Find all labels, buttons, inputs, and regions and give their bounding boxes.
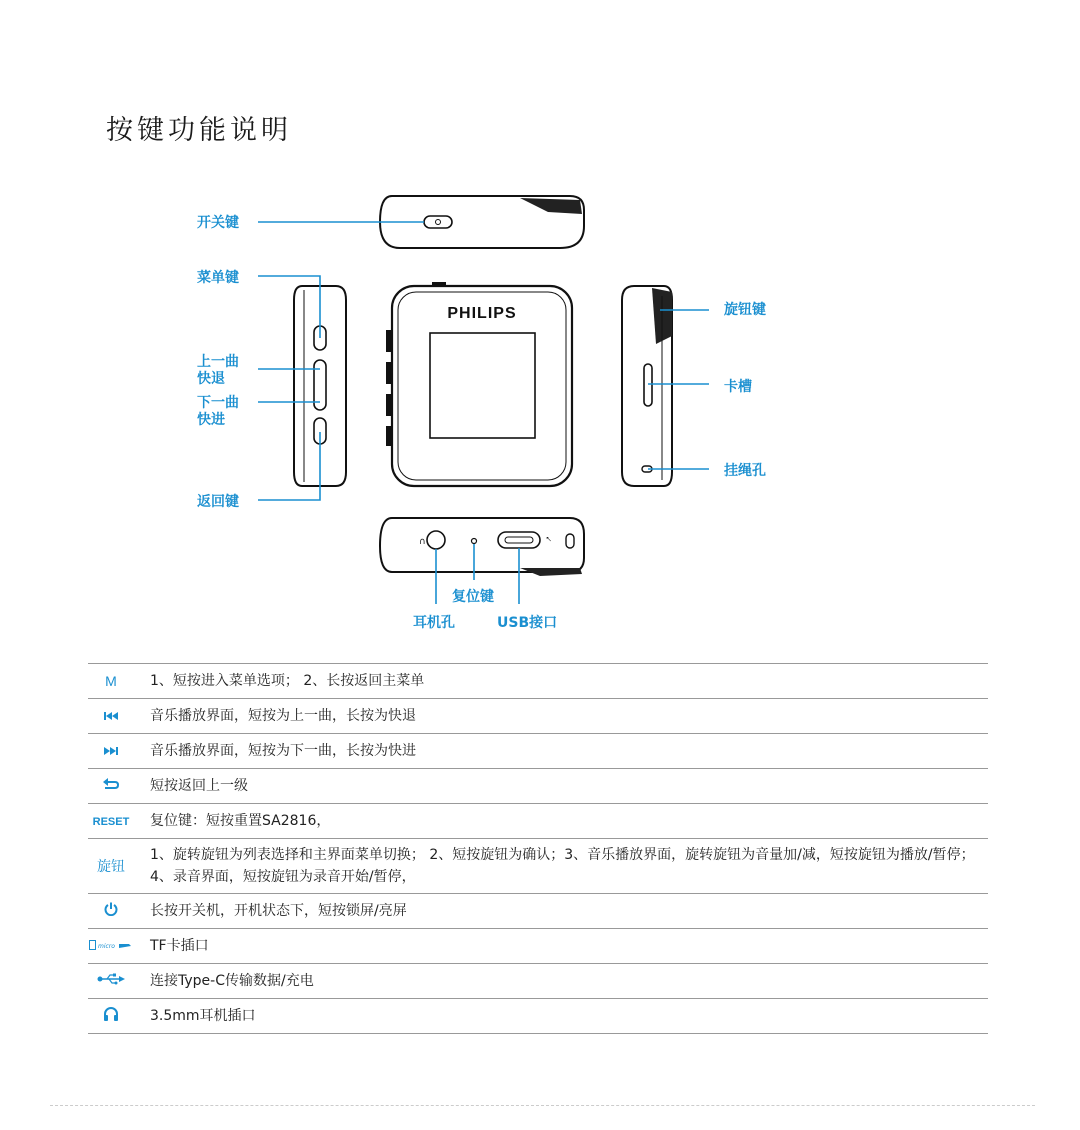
device-right-view <box>622 286 672 486</box>
reset-key-label: RESET <box>92 816 130 828</box>
table-row <box>88 734 988 769</box>
desc-cell: 音乐播放界面，短按为下一曲，长按为快进 <box>144 734 988 769</box>
next-track-icon <box>104 747 118 755</box>
table-row <box>88 999 988 1034</box>
label-back: 返回键 <box>197 494 239 510</box>
headphone-icon <box>103 1007 119 1021</box>
power-icon <box>104 902 118 916</box>
bottom-divider <box>50 1105 1035 1106</box>
svg-text:micro: micro <box>98 943 115 950</box>
table-row <box>88 964 988 999</box>
brand-logo: PHILIPS <box>447 305 517 322</box>
desc-cell: 复位键：短按重置SA2816， <box>144 804 988 839</box>
key-cell <box>88 999 144 1034</box>
key-cell <box>88 734 144 769</box>
key-function-table <box>88 663 988 1034</box>
label-prev-2: 快退 <box>197 371 225 387</box>
desc-cell: 长按开关机，开机状态下，短按锁屏/亮屏 <box>144 894 988 929</box>
label-knob: 旋钮键 <box>724 302 766 318</box>
table-row <box>88 894 988 929</box>
desc-line-2: 4、录音界面，短按旋钮为录音开始/暂停， <box>150 869 416 885</box>
table-row <box>88 839 988 894</box>
label-next-2: 快进 <box>197 412 225 428</box>
table-row <box>88 929 988 964</box>
svg-text:⭦: ⭦ <box>546 535 552 544</box>
power-button-shape <box>424 216 452 228</box>
label-next-1: 下一曲 <box>197 395 239 411</box>
table-row <box>88 699 988 734</box>
previous-track-icon <box>104 712 118 720</box>
desc-cell: 短按返回上一级 <box>144 769 988 804</box>
menu-key-label: M <box>105 672 117 689</box>
device-bottom-view <box>380 518 584 576</box>
label-card-slot: 卡槽 <box>724 379 752 395</box>
key-cell <box>88 664 144 699</box>
usb-icon <box>97 973 125 985</box>
label-reset: 复位键 <box>452 589 494 605</box>
label-usb: USB接口 <box>497 615 558 631</box>
back-arrow-icon <box>103 778 119 790</box>
label-earphone: 耳机孔 <box>413 615 455 631</box>
table-row <box>88 804 988 839</box>
label-menu: 菜单键 <box>197 270 239 286</box>
table-row <box>88 664 988 699</box>
page-title: 按键功能说明 <box>106 115 292 146</box>
desc-cell: 音乐播放界面，短按为上一曲，长按为快退 <box>144 699 988 734</box>
key-cell <box>88 699 144 734</box>
key-cell <box>88 839 144 894</box>
key-cell <box>88 894 144 929</box>
key-cell <box>88 769 144 804</box>
key-cell <box>88 929 144 964</box>
key-cell <box>88 964 144 999</box>
desc-cell: TF卡插口 <box>144 929 988 964</box>
key-cell <box>88 804 144 839</box>
desc-cell: 3.5mm耳机插口 <box>144 999 988 1034</box>
label-power: 开关键 <box>197 215 239 231</box>
label-prev-1: 上一曲 <box>197 354 239 370</box>
desc-line-1: 1、旋转旋钮为列表选择和主界面菜单切换； 2、短按旋钮为确认；3、音乐播放界面，旋转旋钮为音量加/减，短按旋钮为播放/暂停； <box>150 847 975 863</box>
desc-cell <box>144 839 988 894</box>
microsd-icon <box>89 940 133 950</box>
knob-key-label: 旋钮 <box>97 858 125 874</box>
table-row <box>88 769 988 804</box>
screen <box>430 333 535 438</box>
label-lanyard: 挂绳孔 <box>724 463 766 479</box>
desc-cell: 连接Type-C传输数据/充电 <box>144 964 988 999</box>
device-front-view <box>386 282 572 486</box>
svg-text:∩: ∩ <box>419 537 426 547</box>
desc-cell: 1、短按进入菜单选项； 2、长按返回主菜单 <box>144 664 988 699</box>
